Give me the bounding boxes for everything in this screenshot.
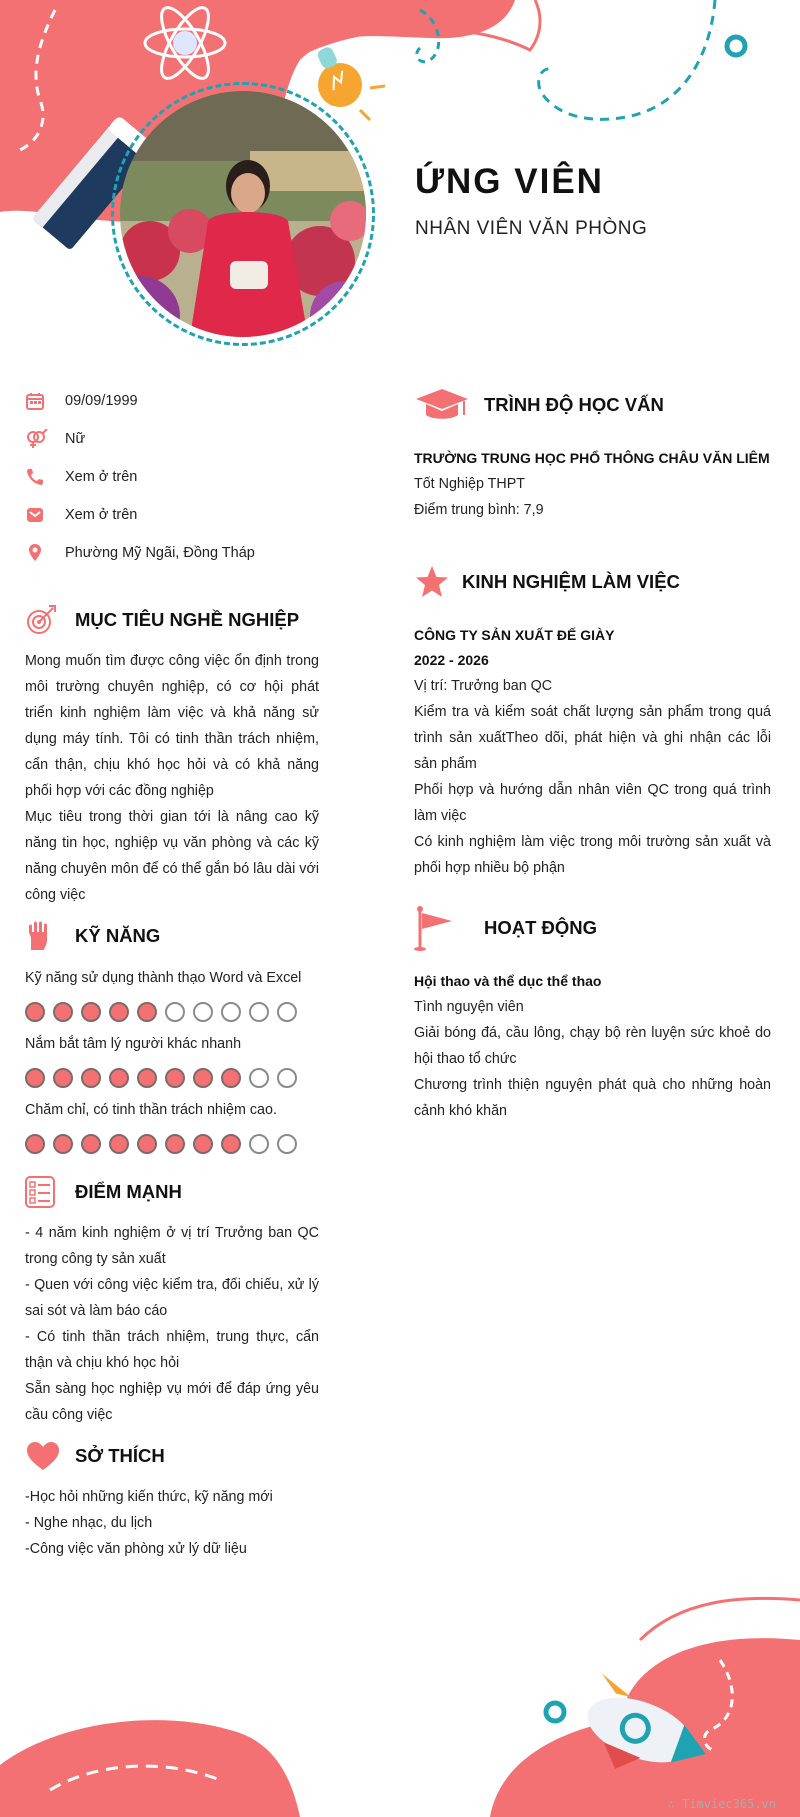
bottom-left-blob	[0, 1720, 300, 1817]
hobbies-text	[25, 1484, 319, 1562]
activity-entry	[414, 969, 771, 1124]
degree: Tốt Nghiệp THPT	[414, 476, 525, 492]
rating-dot-filled	[137, 1068, 157, 1088]
avatar	[120, 91, 366, 337]
rating-dot-empty	[277, 1002, 297, 1022]
bottom-right-swoosh	[640, 1598, 800, 1640]
strengths-text	[25, 1220, 319, 1428]
location-icon	[25, 543, 65, 563]
rating-dot-empty	[277, 1068, 297, 1088]
rating-dot-filled	[81, 1002, 101, 1022]
birthday-value: 09/09/1999	[65, 393, 138, 409]
rating-dot-filled	[193, 1068, 213, 1088]
experience-line: Kiểm tra và kiểm soát chất lượng sản phẩm trong quá trình sản xuấtTheo dõi, phát hiện và ghi nhận các lỗi sản phẩm	[414, 704, 771, 772]
company-name: CÔNG TY SẢN XUẤT ĐẾ GIÀY	[414, 627, 615, 643]
skill-rating	[25, 1002, 319, 1022]
education-title: TRÌNH ĐỘ HỌC VẤN	[484, 394, 664, 415]
calendar-icon	[25, 391, 65, 411]
bulb-ray-2	[360, 110, 370, 120]
rating-dot-empty	[165, 1002, 185, 1022]
rating-dot-filled	[25, 1002, 45, 1022]
graduation-cap-icon	[414, 387, 484, 423]
strength-line: - Có tinh thần trách nhiệm, trung thực, cẩn thận và chịu khó học hỏi	[25, 1329, 319, 1371]
education-heading	[414, 382, 771, 428]
objective-line: Mong muốn tìm được công việc ổn định trong môi trường chuyên nghiệp, có cơ hội phát triển kinh nghiệm làm việc và khả năng sử dụng máy tính. Tôi có tinh thần trách nhiệm, cẩn thận, chịu khó học hỏi và có khả năng phối hợp với các đồng nghiệp	[25, 653, 319, 799]
watermark: ∴ Timviec365.vn	[667, 1797, 776, 1811]
candidate-name: ỨNG VIÊN	[415, 162, 604, 201]
skill-item	[25, 1102, 319, 1154]
rating-dot-filled	[165, 1068, 185, 1088]
rating-dot-filled	[137, 1134, 157, 1154]
job-title: NHÂN VIÊN VĂN PHÒNG	[415, 218, 648, 239]
strength-line: - Quen với công việc kiểm tra, đối chiếu, xử lý sai sót và làm báo cáo	[25, 1277, 319, 1319]
rating-dot-filled	[193, 1134, 213, 1154]
hand-icon	[25, 920, 75, 952]
contact-gender	[25, 420, 319, 458]
rating-dot-filled	[81, 1134, 101, 1154]
email-icon	[25, 505, 65, 525]
skills-list	[25, 970, 319, 1154]
rating-dot-empty	[249, 1134, 269, 1154]
strengths-heading	[25, 1168, 319, 1216]
experience-line: Có kinh nghiệm làm việc trong môi trường sản xuất và phối hợp nhiều bộ phận	[414, 834, 771, 876]
rating-dot-filled	[221, 1068, 241, 1088]
experience-entry	[414, 623, 771, 881]
skill-item	[25, 970, 319, 1022]
contact-birthday	[25, 382, 319, 420]
rating-dot-filled	[25, 1134, 45, 1154]
rating-dot-filled	[137, 1002, 157, 1022]
activities-heading	[414, 905, 771, 951]
work-period: 2022 - 2026	[414, 652, 489, 668]
activity-line: Chương trình thiện nguyện phát quà cho những hoàn cảnh khó khăn	[414, 1077, 771, 1119]
rocket-ring	[546, 1703, 564, 1721]
rating-dot-empty	[221, 1002, 241, 1022]
rating-dot-filled	[221, 1134, 241, 1154]
contact-list	[25, 382, 319, 572]
checklist-icon	[25, 1176, 75, 1208]
hobbies-heading	[25, 1432, 319, 1480]
experience-line: Phối hợp và hướng dẫn nhân viên QC trong quá trình làm việc	[414, 782, 771, 824]
teal-ring	[727, 37, 745, 55]
objective-title: MỤC TIÊU NGHỀ NGHIỆP	[75, 609, 300, 630]
activity-name: Hội thao và thể dục thể thao	[414, 973, 602, 989]
flag-icon	[414, 905, 484, 951]
skills-title: KỸ NĂNG	[75, 925, 161, 946]
skills-heading	[25, 912, 319, 960]
experience-title: KINH NGHIỆM LÀM VIỆC	[462, 571, 680, 592]
rating-dot-filled	[109, 1002, 129, 1022]
position: Vị trí: Trưởng ban QC	[414, 678, 553, 694]
activity-role: Tình nguyện viên	[414, 999, 524, 1015]
skill-label: Nắm bắt tâm lý người khác nhanh	[25, 1036, 242, 1052]
skill-label: Chăm chỉ, có tinh thần trách nhiệm cao.	[25, 1102, 277, 1118]
rating-dot-filled	[81, 1068, 101, 1088]
skill-label: Kỹ năng sử dụng thành thạo Word và Excel	[25, 970, 302, 986]
hobbies-title: SỞ THÍCH	[75, 1445, 165, 1466]
strengths-title: ĐIỂM MẠNH	[75, 1181, 182, 1202]
rating-dot-empty	[193, 1002, 213, 1022]
star-icon	[414, 564, 462, 600]
contact-email	[25, 496, 319, 534]
skill-rating	[25, 1134, 319, 1154]
rating-dot-filled	[53, 1002, 73, 1022]
objective-text	[25, 648, 319, 908]
education-entry	[414, 446, 771, 523]
school-name: TRƯỜNG TRUNG HỌC PHỔ THÔNG CHÂU VĂN LIÊM	[414, 450, 770, 466]
rating-dot-empty	[277, 1134, 297, 1154]
heart-icon	[25, 1440, 75, 1472]
dashed-curve-right	[539, 0, 715, 119]
phone-value: Xem ở trên	[65, 469, 138, 485]
gender-icon	[25, 429, 65, 449]
contact-address	[25, 534, 319, 572]
rating-dot-filled	[165, 1134, 185, 1154]
right-column	[414, 382, 771, 1124]
activity-line: Giải bóng đá, cầu lông, chạy bộ rèn luyện sức khoẻ do hội thao tổ chức	[414, 1025, 771, 1067]
activities-title: HOẠT ĐỘNG	[484, 917, 598, 938]
skill-item	[25, 1036, 319, 1088]
rating-dot-filled	[53, 1134, 73, 1154]
phone-icon	[25, 467, 65, 487]
email-value: Xem ở trên	[65, 507, 138, 523]
target-icon	[25, 604, 75, 636]
hobby-line: -Học hỏi những kiến thức, kỹ năng mới	[25, 1489, 273, 1505]
rating-dot-filled	[53, 1068, 73, 1088]
objective-heading	[25, 596, 319, 644]
bulb-ray-1	[370, 86, 385, 88]
address-value: Phường Mỹ Ngãi, Đồng Tháp	[65, 545, 255, 561]
strength-line: - 4 năm kinh nghiệm ở vị trí Trưởng ban QC trong công ty sản xuất	[25, 1225, 319, 1267]
strength-line: Sẵn sàng học nghiệp vụ mới để đáp ứng yêu cầu công việc	[25, 1381, 319, 1423]
hobby-line: - Nghe nhạc, du lịch	[25, 1515, 153, 1531]
objective-line: Mục tiêu trong thời gian tới là nâng cao kỹ năng tin học, nghiệp vụ văn phòng và các kỹ năng chuyên môn để có thể gắn bó lâu dài với công việc	[25, 809, 319, 903]
skill-rating	[25, 1068, 319, 1088]
contact-phone	[25, 458, 319, 496]
gpa: Điểm trung bình: 7,9	[414, 502, 544, 518]
rating-dot-filled	[109, 1068, 129, 1088]
rating-dot-empty	[249, 1068, 269, 1088]
hobby-line: -Công việc văn phòng xử lý dữ liệu	[25, 1541, 247, 1557]
experience-heading	[414, 559, 771, 605]
rating-dot-empty	[249, 1002, 269, 1022]
rating-dot-filled	[109, 1134, 129, 1154]
rating-dot-filled	[25, 1068, 45, 1088]
left-column	[25, 382, 319, 1562]
gender-value: Nữ	[65, 431, 86, 447]
avatar-image	[120, 91, 366, 337]
